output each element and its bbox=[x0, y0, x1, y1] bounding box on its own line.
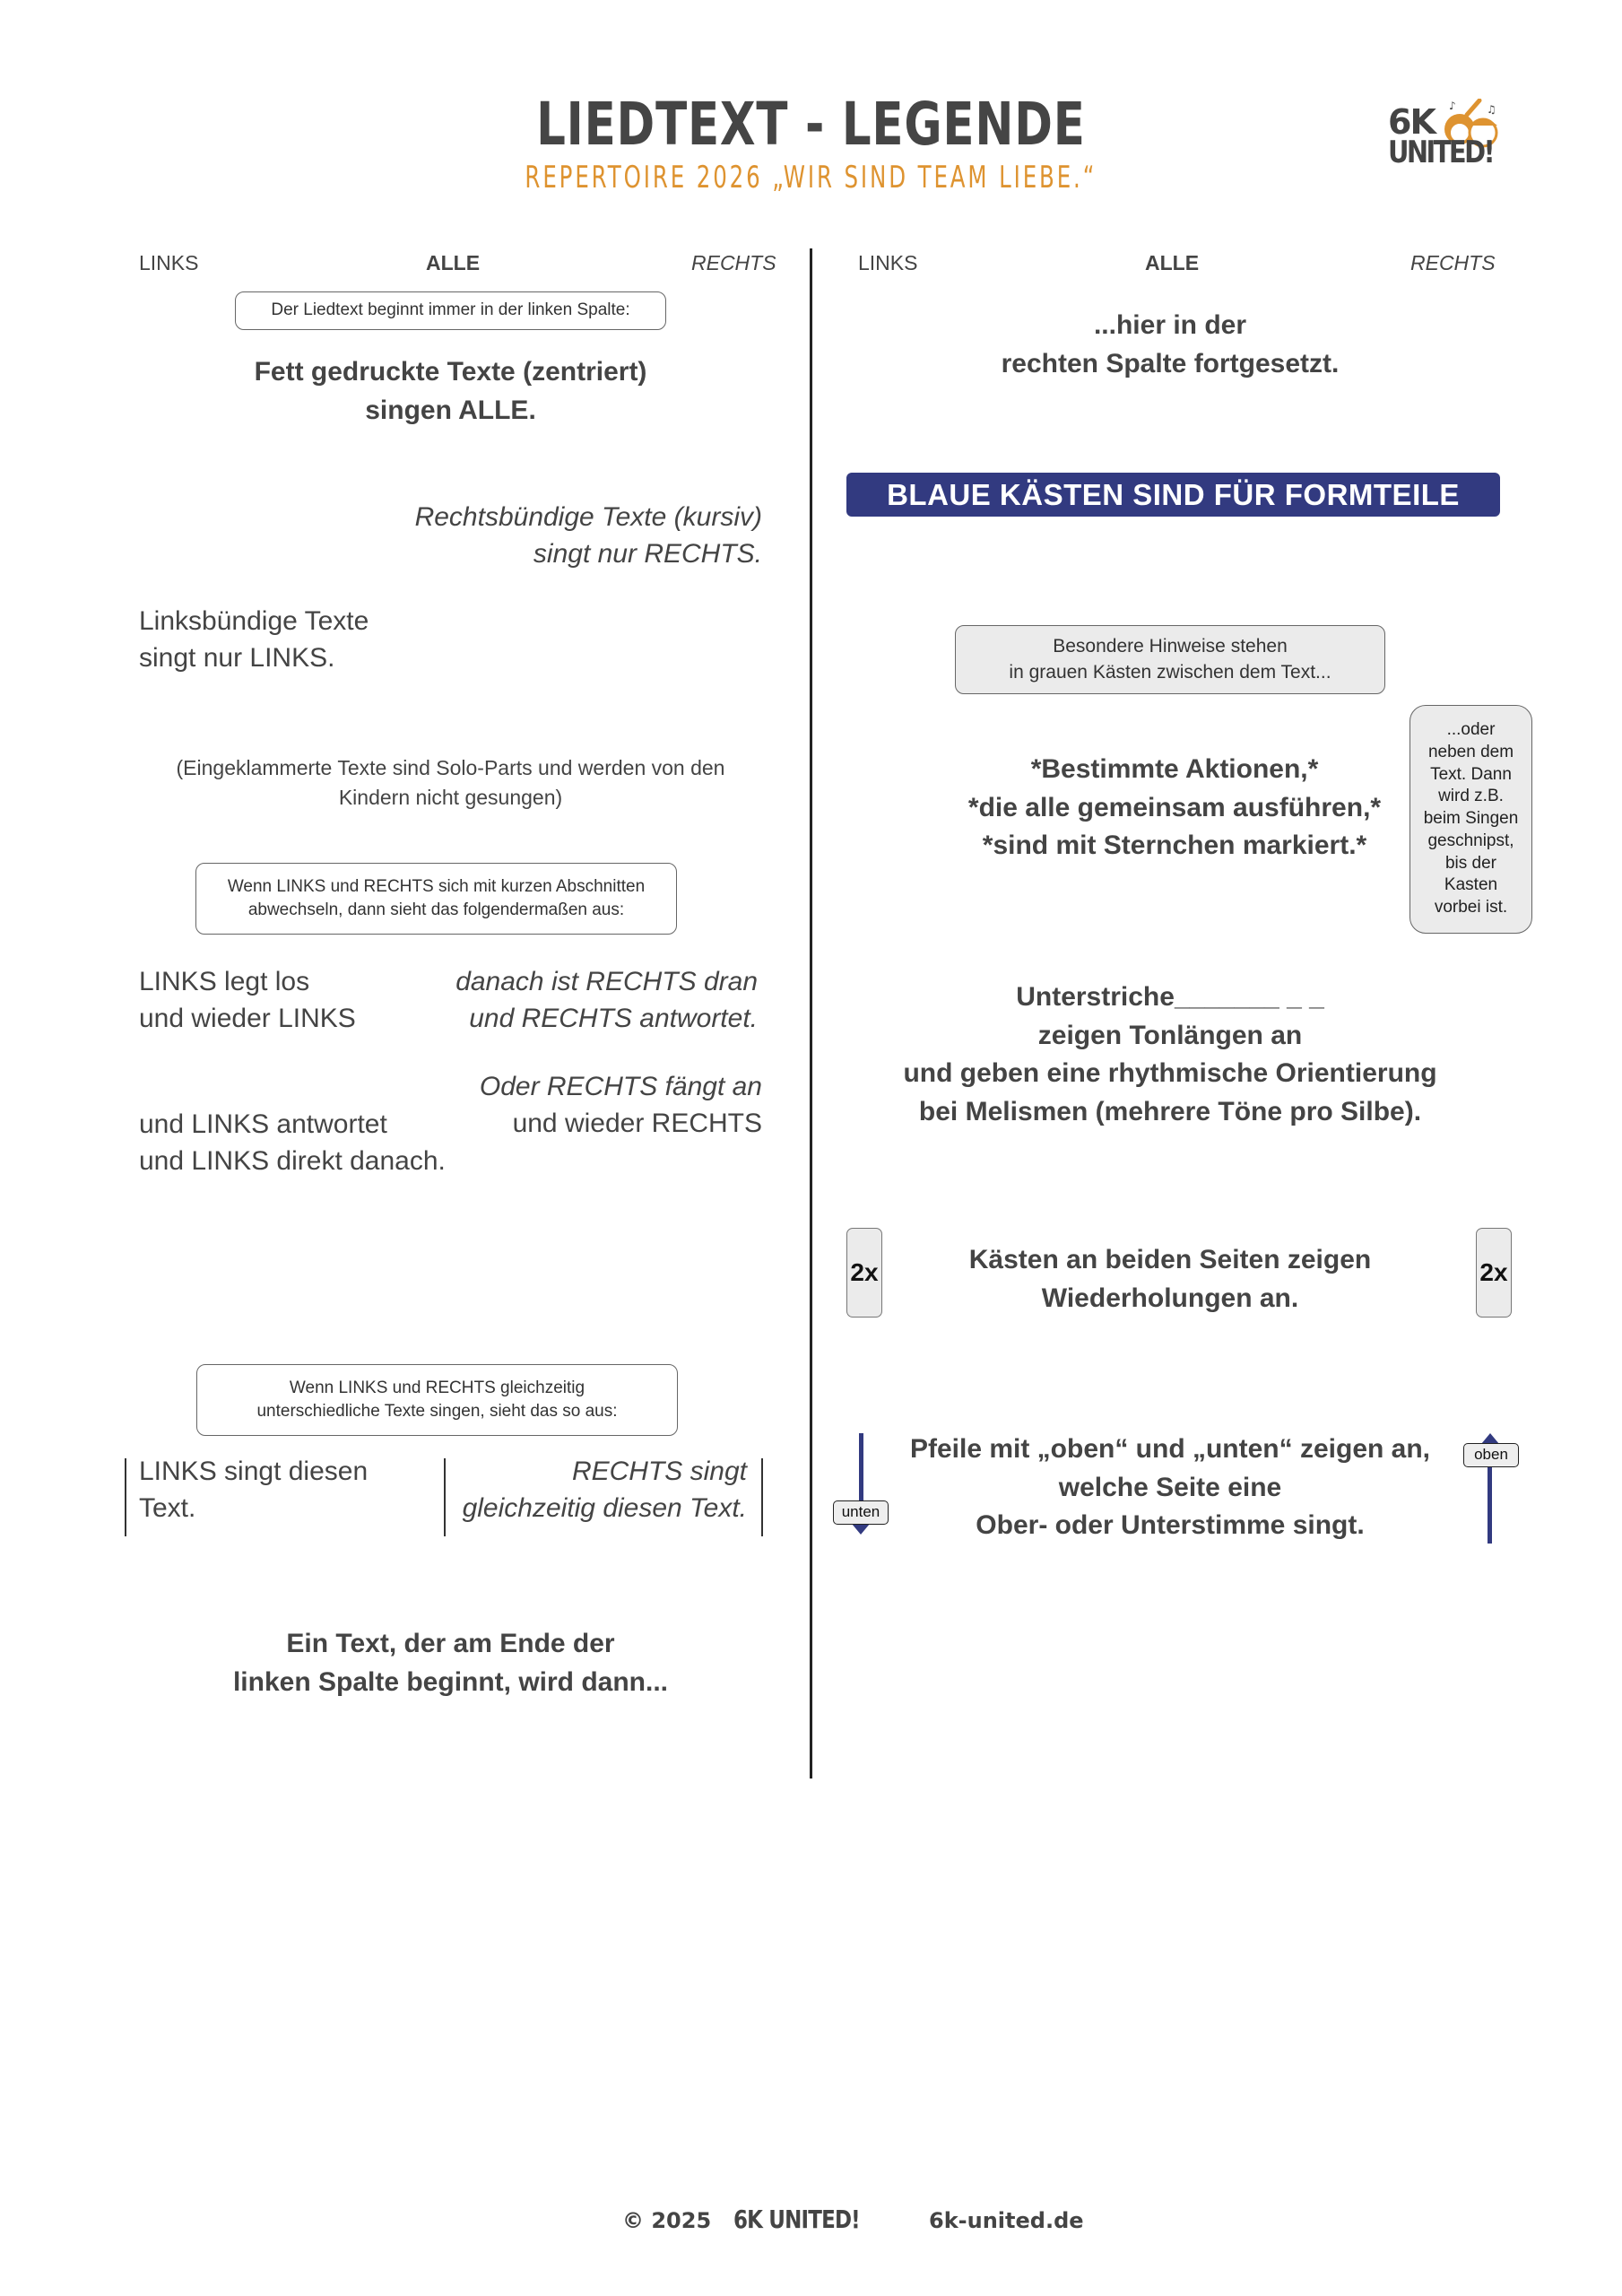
links-line: Linksbündige Texte bbox=[139, 606, 369, 636]
rechts-line: singt nur RECHTS. bbox=[533, 539, 762, 570]
rechts-line: und wieder RECHTS bbox=[512, 1109, 762, 1139]
solo-example bbox=[139, 753, 762, 813]
formteil-box: BLAUE KÄSTEN SIND FÜR FORMTEILE bbox=[846, 473, 1500, 517]
down-arrow-head-icon bbox=[852, 1524, 870, 1535]
repeat-line: Kästen an beiden Seiten zeigen bbox=[968, 1245, 1372, 1274]
rechts-line: gleichzeitig diesen Text. bbox=[462, 1493, 747, 1524]
simultaneous-note-line: unterschiedliche Texte singen, sieht das so aus: bbox=[256, 1402, 618, 1421]
gray-hint-line: Besondere Hinweise stehen bbox=[1053, 635, 1288, 657]
underline-marks: _______ _ _ bbox=[1174, 982, 1324, 1012]
underline-text bbox=[856, 978, 1484, 1131]
footer-copyright: © 2025 bbox=[622, 2208, 712, 2233]
alle-example bbox=[139, 353, 762, 430]
side-hint-line: wird z.B. bbox=[1438, 787, 1504, 806]
simultaneous-rechts bbox=[453, 1453, 747, 1527]
underline-word: Unterstriche bbox=[1016, 982, 1175, 1012]
arrows-text bbox=[897, 1431, 1444, 1545]
right-header-alle: ALLE bbox=[1145, 251, 1200, 274]
brand-logo bbox=[1388, 100, 1505, 196]
side-hint-box bbox=[1409, 705, 1532, 934]
left-header-rechts: RECHTS bbox=[691, 251, 776, 274]
repeat-badge-left: 2x bbox=[846, 1228, 882, 1318]
alternate-links-2 bbox=[139, 1106, 446, 1180]
logo-6k-text: 6K bbox=[1388, 102, 1435, 142]
repeat-text bbox=[897, 1241, 1444, 1318]
rechts-line: und RECHTS antwortet. bbox=[469, 1004, 758, 1034]
underline-line: bei Melismen (mehrere Töne pro Silbe). bbox=[918, 1096, 1422, 1126]
side-hint-line: bis der bbox=[1444, 853, 1497, 873]
simultaneous-note-line: Wenn LINKS und RECHTS gleichzeitig bbox=[289, 1378, 585, 1397]
alternate-links-1 bbox=[139, 963, 356, 1038]
alternate-rechts-1 bbox=[430, 963, 758, 1038]
page-subtitle: REPERTOIRE 2026 „WIR SIND TEAM LIEBE.“ bbox=[525, 160, 1097, 196]
alternate-note bbox=[195, 863, 677, 935]
underline-line: und geben eine rhythmische Orientierung bbox=[903, 1058, 1437, 1089]
simultaneous-links bbox=[139, 1453, 368, 1527]
simultaneous-middle-bar bbox=[444, 1458, 446, 1536]
side-hint-line: beim Singen bbox=[1423, 809, 1519, 829]
gray-hint-box bbox=[955, 625, 1385, 694]
links-line: singt nur LINKS. bbox=[139, 643, 335, 674]
oben-label: oben bbox=[1463, 1443, 1519, 1467]
alle-line: ...hier in der bbox=[1093, 310, 1247, 340]
links-line: LINKS legt los bbox=[139, 967, 310, 996]
solo-line: (Eingeklammerte Texte sind Solo-Parts und werden von den bbox=[176, 756, 725, 779]
left-header-links: LINKS bbox=[139, 251, 199, 274]
intro-note-text: Der Liedtext beginnt immer in der linken Spalte: bbox=[271, 300, 630, 320]
end-of-column-text bbox=[139, 1625, 762, 1701]
alle-line: rechten Spalte fortgesetzt. bbox=[1001, 348, 1340, 378]
solo-line: Kindern nicht gesungen) bbox=[338, 786, 563, 810]
left-header-alle: ALLE bbox=[426, 251, 481, 274]
right-header-links: LINKS bbox=[858, 251, 918, 274]
simultaneous-left-bar bbox=[125, 1458, 126, 1536]
svg-text:♪: ♪ bbox=[1449, 100, 1456, 112]
links-example bbox=[139, 603, 762, 677]
rechts-line: danach ist RECHTS dran bbox=[455, 967, 758, 996]
alle-line: singen ALLE. bbox=[365, 395, 536, 425]
arrows-line: Ober- oder Unterstimme singt. bbox=[976, 1510, 1365, 1541]
links-line: und wieder LINKS bbox=[139, 1004, 356, 1034]
simultaneous-right-bar bbox=[761, 1458, 763, 1536]
rechts-line: Rechtsbündige Texte (kursiv) bbox=[414, 502, 762, 532]
intro-note bbox=[235, 291, 666, 330]
footer-website[interactable]: 6k-united.de bbox=[929, 2208, 1084, 2233]
links-line: LINKS singt diesen bbox=[139, 1457, 369, 1486]
svg-text:♫: ♫ bbox=[1487, 103, 1496, 116]
rechts-line: Oder RECHTS fängt an bbox=[479, 1072, 762, 1101]
unten-label: unten bbox=[833, 1500, 889, 1525]
page-title: LIEDTEXT - LEGENDE bbox=[536, 90, 1086, 159]
footer-logo bbox=[733, 2205, 888, 2234]
column-divider bbox=[810, 248, 812, 1779]
repeat-badge-right: 2x bbox=[1476, 1228, 1512, 1318]
footer-logo-text: 6K UNITED! bbox=[733, 2205, 860, 2234]
side-hint-line: vorbei ist. bbox=[1434, 897, 1508, 917]
action-line: *die alle gemeinsam ausführen,* bbox=[967, 792, 1382, 822]
underline-first-line bbox=[856, 978, 1484, 1017]
side-hint-line: Kasten bbox=[1444, 875, 1498, 895]
rechts-line: RECHTS singt bbox=[571, 1457, 747, 1486]
arrows-line: Pfeile mit „oben“ und „unten“ zeigen an, bbox=[909, 1434, 1431, 1464]
simultaneous-note bbox=[196, 1364, 678, 1436]
logo-united-text: UNITED! bbox=[1388, 135, 1494, 171]
actions-text bbox=[932, 751, 1417, 865]
alternate-note-line: Wenn LINKS und RECHTS sich mit kurzen Abschnitten bbox=[227, 876, 646, 896]
side-hint-line: ...oder bbox=[1446, 720, 1496, 740]
gray-hint-line: in grauen Kästen zwischen dem Text... bbox=[1009, 661, 1331, 683]
side-hint-line: neben dem bbox=[1427, 743, 1514, 762]
side-hint-line: geschnipst, bbox=[1427, 831, 1514, 850]
alle-line: Fett gedruckte Texte (zentriert) bbox=[254, 357, 647, 387]
continued-text bbox=[856, 307, 1484, 383]
repeat-line: Wiederholungen an. bbox=[1041, 1283, 1299, 1313]
right-header-rechts: RECHTS bbox=[1410, 251, 1496, 274]
underline-line: zeigen Tonlängen an bbox=[1037, 1020, 1303, 1050]
alternate-note-line: abwechseln, dann sieht das folgendermaßen aus: bbox=[247, 900, 625, 919]
action-line: *sind mit Sternchen markiert.* bbox=[982, 831, 1367, 861]
links-line: und LINKS direkt danach. bbox=[139, 1146, 446, 1177]
action-line: *Bestimmte Aktionen,* bbox=[1030, 754, 1319, 784]
alle-line: Ein Text, der am Ende der bbox=[286, 1629, 615, 1658]
arrows-line: welche Seite eine bbox=[1058, 1472, 1282, 1502]
alle-line: linken Spalte beginnt, wird dann... bbox=[232, 1666, 669, 1697]
links-line: und LINKS antwortet bbox=[139, 1109, 387, 1139]
rechts-example bbox=[139, 499, 762, 573]
alternate-rechts-2 bbox=[430, 1068, 762, 1143]
side-hint-line: Text. Dann bbox=[1430, 764, 1512, 784]
links-line: Text. bbox=[139, 1493, 196, 1524]
